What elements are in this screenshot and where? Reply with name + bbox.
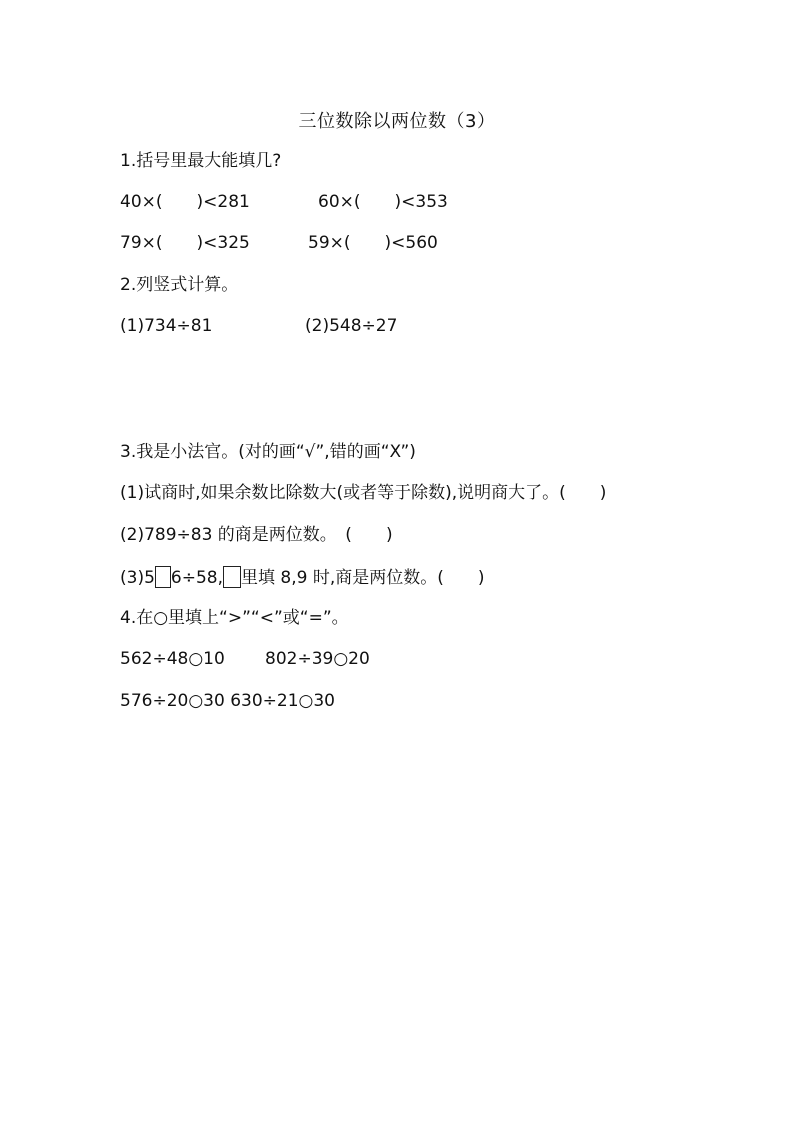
- q1-heading: 1.括号里最大能填几?: [120, 151, 282, 171]
- q3-statement-1: (1)试商时,如果余数比除数大(或者等于除数),说明商大了。( ): [120, 483, 607, 503]
- digit-blank-box-ref: [223, 566, 241, 588]
- q4-row-2: 576÷20○30 630÷21○30: [120, 691, 335, 711]
- digit-blank-box[interactable]: [155, 566, 171, 588]
- q1-item-79: 79×( )<325: [120, 233, 250, 253]
- q3-statement-3: [120, 566, 485, 589]
- q1-item-60: 60×( )<353: [318, 192, 448, 212]
- q4-heading: 4.在○里填上“>”“<”或“=”。: [120, 608, 349, 628]
- q1-item-40: 40×( )<281: [120, 192, 250, 212]
- q1-item-59: 59×( )<560: [308, 233, 438, 253]
- worksheet-title: 三位数除以两位数（3）: [298, 111, 496, 132]
- q3-s3-middle: 6÷58,: [170, 568, 224, 588]
- q2-item-2: (2)548÷27: [305, 316, 398, 336]
- q4-item-2: 802÷39○20: [265, 649, 370, 669]
- q2-heading: 2.列竖式计算。: [120, 275, 239, 295]
- q3-statement-2: (2)789÷83 的商是两位数。 ( ): [120, 525, 393, 545]
- q4-item-1: 562÷48○10: [120, 649, 225, 669]
- q3-heading: 3.我是小法官。(对的画“√”,错的画“X”): [120, 442, 416, 462]
- q2-item-1: (1)734÷81: [120, 316, 213, 336]
- q3-s3-suffix: 里填 8,9 时,商是两位数。( ): [241, 568, 485, 588]
- q3-s3-prefix: (3)5: [120, 568, 155, 588]
